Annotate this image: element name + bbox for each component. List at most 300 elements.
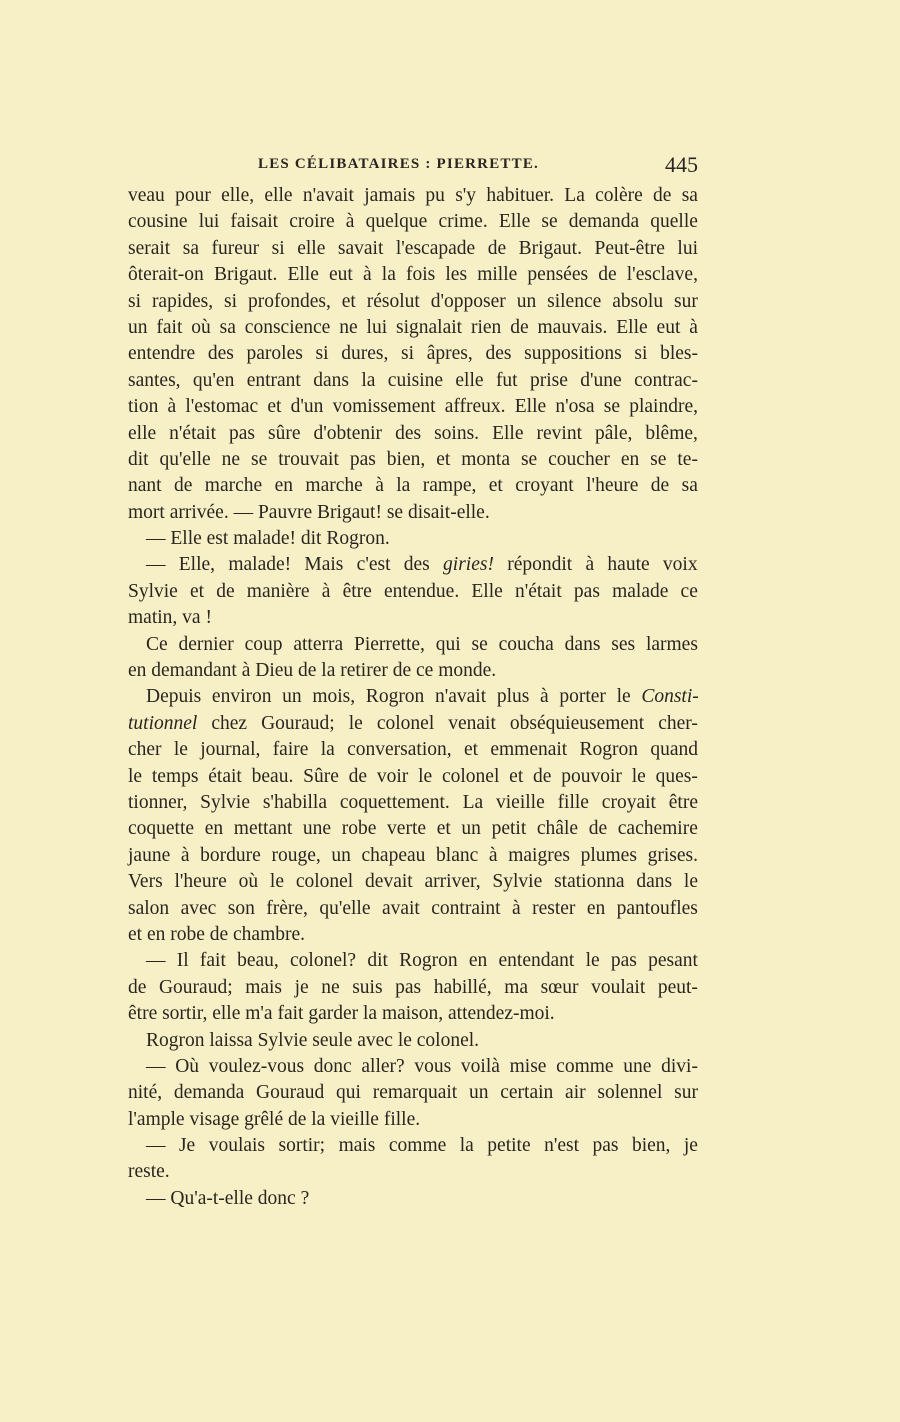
- word: mettant: [233, 818, 293, 840]
- word: vieille: [496, 791, 545, 813]
- word: si: [634, 343, 648, 365]
- word: de: [650, 475, 670, 497]
- word: qui: [435, 633, 461, 655]
- word: te-: [677, 448, 698, 470]
- italic-text: giries!: [443, 554, 494, 576]
- word: et: [509, 765, 524, 787]
- word: Elle: [498, 211, 531, 233]
- word: pas: [610, 950, 637, 972]
- word: coquettement.: [339, 791, 450, 813]
- word: la: [381, 264, 396, 286]
- word: sur: [674, 1082, 698, 1104]
- word: n'osa: [555, 396, 595, 418]
- word: dans: [636, 871, 673, 893]
- word: son: [227, 897, 255, 919]
- word: où: [238, 871, 259, 893]
- word: et: [341, 290, 356, 312]
- word: ses: [611, 633, 636, 655]
- word: signalait: [396, 316, 463, 338]
- word: entendre: [128, 343, 196, 365]
- word: nant: [128, 475, 162, 497]
- word: fait: [156, 316, 183, 338]
- word: aller?: [361, 1055, 405, 1077]
- text-line: [128, 447, 698, 473]
- word: petit: [491, 818, 527, 840]
- text-line: [128, 262, 698, 288]
- word: le: [631, 765, 646, 787]
- word: Gouraud;: [158, 976, 233, 998]
- word: je: [294, 976, 309, 998]
- word: Vers: [128, 871, 163, 893]
- paragraph: [128, 183, 698, 526]
- word: affreux.: [444, 396, 506, 418]
- paragraph: [128, 1133, 698, 1186]
- word: fureur: [211, 237, 260, 259]
- word: entendant: [498, 950, 575, 972]
- paragraph: [128, 632, 698, 685]
- word: et: [267, 396, 282, 418]
- word: vomissement: [332, 396, 436, 418]
- word: dans: [564, 633, 601, 655]
- word: de: [173, 475, 193, 497]
- word: stationna: [554, 871, 625, 893]
- word: le: [173, 739, 188, 761]
- word: malade: [612, 580, 669, 602]
- line-text: mort arrivée. — Pauvre Brigaut! se disait-elle.: [128, 501, 490, 523]
- word: rampe,: [422, 475, 477, 497]
- paragraph: [128, 1028, 698, 1054]
- text-line: [128, 605, 698, 631]
- word: de: [216, 580, 235, 602]
- word: une: [623, 1055, 652, 1077]
- word: s'y: [455, 185, 477, 206]
- word: eut: [329, 264, 353, 286]
- word: mauvais.: [537, 316, 608, 338]
- word: en: [274, 475, 293, 497]
- word: n'avait: [302, 185, 354, 206]
- paragraph: [128, 1054, 698, 1133]
- word: air: [565, 1082, 586, 1104]
- word: dernier: [178, 633, 234, 655]
- text-line: [128, 209, 698, 235]
- text-line: [128, 975, 698, 1001]
- word: veau: [128, 185, 165, 206]
- word: quelque: [365, 211, 428, 233]
- word: maigres: [508, 844, 570, 866]
- text-line: [128, 1107, 698, 1133]
- text-line: [128, 421, 698, 447]
- text-line: [128, 341, 698, 367]
- word: comme: [556, 1055, 614, 1077]
- word: sur: [674, 290, 698, 312]
- word: blême,: [645, 422, 698, 444]
- line-text: — Elle est malade! dit Rogron.: [146, 528, 390, 550]
- word: contraint: [431, 897, 501, 919]
- word: la: [320, 739, 335, 761]
- line-text: en demandant à Dieu de la retirer de ce monde.: [128, 660, 497, 682]
- word: divi-: [661, 1055, 698, 1077]
- word: de: [598, 264, 617, 286]
- word: de: [128, 976, 147, 998]
- word: ne: [321, 976, 340, 998]
- word: à: [180, 844, 190, 866]
- word: à: [488, 844, 498, 866]
- word: ne: [339, 316, 358, 338]
- word: fois: [406, 264, 436, 286]
- body-text: [128, 183, 698, 1212]
- word: Brigaut.: [518, 237, 582, 259]
- word: Sylvie: [492, 871, 543, 893]
- text-line: [128, 658, 698, 684]
- word: tionner,: [128, 791, 188, 813]
- word: rapides,: [151, 290, 214, 312]
- word: l'escapade: [395, 237, 476, 259]
- word: à: [167, 396, 177, 418]
- word: elle: [264, 185, 293, 206]
- word: faisait: [230, 211, 279, 233]
- page-header: [128, 152, 698, 180]
- word: monta: [461, 448, 510, 470]
- word: de: [348, 765, 368, 787]
- text-line: [128, 579, 698, 605]
- text-line: [128, 1159, 698, 1185]
- word: quand: [650, 739, 698, 761]
- word: d'opposer: [430, 290, 506, 312]
- word: se: [520, 448, 538, 470]
- word: frère,: [266, 897, 308, 919]
- word: de: [653, 185, 672, 206]
- word: l'estomac: [185, 396, 259, 418]
- word: était: [208, 765, 242, 787]
- word: jaune: [128, 844, 171, 866]
- word: pas: [573, 580, 600, 602]
- word: cousine: [128, 211, 188, 233]
- word: soins.: [434, 422, 480, 444]
- word: Brigaut.: [213, 264, 278, 286]
- word: manière: [246, 580, 310, 602]
- text-line: [128, 368, 698, 394]
- word: mais: [338, 1135, 376, 1157]
- word: coucha: [498, 633, 554, 655]
- word: chapeau: [361, 844, 426, 866]
- word: suis: [352, 976, 383, 998]
- word: pour: [175, 185, 211, 206]
- word: un: [461, 818, 481, 840]
- text-line: [128, 473, 698, 499]
- word: résolut: [366, 290, 420, 312]
- word: pas: [229, 422, 256, 444]
- paragraph: [128, 948, 698, 1027]
- word: la: [459, 1135, 474, 1157]
- word: la: [361, 369, 376, 391]
- word: Sylvie: [200, 791, 251, 813]
- word: fille: [557, 791, 589, 813]
- word: ne: [221, 448, 241, 470]
- word: pas: [349, 448, 376, 470]
- word: à: [375, 475, 384, 497]
- word: suppositions: [524, 343, 622, 365]
- word: peut-: [657, 976, 698, 998]
- word: solennel: [597, 1082, 663, 1104]
- word: temps: [151, 765, 199, 787]
- word: —: [146, 950, 166, 972]
- word: journal,: [200, 739, 261, 761]
- text-line: [128, 1001, 698, 1027]
- word: à: [512, 897, 521, 919]
- word: Peut-être: [594, 237, 665, 259]
- word: pu: [425, 185, 445, 206]
- word: Je: [178, 1135, 196, 1157]
- word: voilà: [460, 1055, 500, 1077]
- word: l'heure: [174, 871, 227, 893]
- word: La: [462, 791, 484, 813]
- word: sûre: [268, 422, 301, 444]
- word: jamais: [364, 185, 416, 206]
- word: à: [362, 264, 372, 286]
- word: bles-: [660, 343, 698, 365]
- word: dit: [128, 448, 149, 470]
- word: entrant: [246, 369, 301, 391]
- word: serait: [128, 237, 171, 259]
- word: en: [468, 950, 488, 972]
- word: croyant: [515, 475, 574, 497]
- text-line: [128, 632, 698, 658]
- word: de: [487, 237, 507, 259]
- text-line: [128, 394, 698, 420]
- word: beau,: [237, 950, 279, 972]
- word: si: [224, 290, 238, 312]
- italic-text: tutionnel: [128, 712, 198, 734]
- word: et: [190, 580, 205, 602]
- word: donc: [313, 1055, 352, 1077]
- word: elle,: [221, 185, 255, 206]
- italic-text: Consti-: [641, 686, 699, 708]
- line-text: chez Gouraud; le colonel venait obséquieusement cher-: [197, 712, 698, 734]
- text-line: [128, 948, 698, 974]
- word: Elle: [471, 580, 503, 602]
- word: lui: [198, 211, 220, 233]
- word: ma: [504, 976, 529, 998]
- word: qu'elle: [159, 448, 211, 470]
- word: sœur: [540, 976, 579, 998]
- word: de: [533, 765, 552, 787]
- word: marche: [305, 475, 363, 497]
- text-line: [128, 896, 698, 922]
- word: dit: [367, 950, 388, 972]
- word: revint: [536, 422, 582, 444]
- word: et: [463, 739, 479, 761]
- word: pas: [592, 1135, 619, 1157]
- word: qu'en: [192, 369, 235, 391]
- word: —: [146, 1135, 166, 1157]
- word: petite: [487, 1135, 531, 1157]
- word: un: [128, 316, 148, 338]
- word: Elle: [287, 264, 319, 286]
- word: ce: [680, 580, 698, 602]
- word: n'est: [544, 1135, 580, 1157]
- word: cachemire: [617, 818, 698, 840]
- word: et: [436, 448, 451, 470]
- text-line: [128, 790, 698, 816]
- word: voir: [376, 765, 409, 787]
- word: pensées: [527, 264, 589, 286]
- word: sa: [681, 185, 698, 206]
- word: un: [468, 1082, 489, 1104]
- word: grises.: [647, 844, 698, 866]
- word: devait: [365, 871, 413, 893]
- line-text: répondit à haute voix: [493, 554, 698, 576]
- paragraph: [128, 526, 698, 552]
- line-text: Rogron laissa Sylvie seule avec le colonel.: [146, 1029, 480, 1051]
- word: le: [128, 765, 143, 787]
- word: faire: [272, 739, 309, 761]
- word: savait: [337, 237, 384, 259]
- word: des: [395, 422, 422, 444]
- word: silence: [547, 290, 602, 312]
- line-text: l'ample visage grêlé de la vieille fille.: [128, 1108, 421, 1130]
- word: âpres,: [426, 343, 473, 365]
- text-line: [128, 1054, 698, 1080]
- word: le: [418, 765, 433, 787]
- word: sa: [182, 237, 199, 259]
- word: s'habilla: [262, 791, 328, 813]
- word: Elle: [492, 422, 524, 444]
- word: verte: [387, 818, 427, 840]
- line-text: Depuis environ un mois, Rogron n'avait plus à porter le: [146, 686, 642, 708]
- word: l'esclave,: [626, 264, 698, 286]
- word: sortir;: [278, 1135, 326, 1157]
- word: trouvait: [278, 448, 339, 470]
- line-text: — Elle, malade! Mais c'est des: [146, 554, 444, 576]
- word: un: [516, 290, 537, 312]
- word: Où: [175, 1055, 200, 1077]
- word: coquette: [128, 818, 195, 840]
- word: se: [471, 633, 488, 655]
- word: conversation,: [347, 739, 452, 761]
- word: si: [271, 237, 285, 259]
- word: demanda: [173, 1082, 245, 1104]
- word: Pierrette,: [353, 633, 425, 655]
- word: cher: [128, 739, 162, 761]
- paragraph: [128, 684, 698, 948]
- word: nité,: [128, 1082, 163, 1104]
- word: se: [541, 211, 558, 233]
- line-text: reste.: [128, 1161, 170, 1183]
- word: fait: [199, 950, 226, 972]
- word: remarquait: [372, 1082, 458, 1104]
- word: Sylvie: [128, 580, 178, 602]
- text-line: [128, 843, 698, 869]
- word: Rogron: [399, 950, 458, 972]
- line-text: et en robe de chambre.: [128, 923, 306, 945]
- word: —: [146, 1055, 166, 1077]
- word: d'une: [580, 369, 622, 391]
- word: marche: [204, 475, 263, 497]
- word: fut: [495, 369, 518, 391]
- word: beau.: [251, 765, 294, 787]
- text-line: [128, 1133, 698, 1159]
- word: la: [396, 475, 411, 497]
- word: de: [588, 818, 608, 840]
- word: vous: [414, 1055, 452, 1077]
- word: d'obtenir: [313, 422, 383, 444]
- word: qui: [336, 1082, 361, 1104]
- text-line: [128, 711, 698, 737]
- word: le: [683, 871, 698, 893]
- word: crime.: [438, 211, 488, 233]
- paragraph: [128, 552, 698, 631]
- word: châle: [536, 818, 579, 840]
- word: salon: [128, 897, 170, 919]
- word: colonel: [295, 871, 354, 893]
- word: pesant: [648, 950, 698, 972]
- word: se: [251, 448, 268, 470]
- word: en: [620, 448, 640, 470]
- word: robe: [341, 818, 377, 840]
- word: bordure: [200, 844, 261, 866]
- word: dures,: [341, 343, 389, 365]
- word: sa: [219, 316, 236, 338]
- word: certain: [500, 1082, 554, 1104]
- word: elle: [455, 369, 484, 391]
- word: des: [485, 343, 512, 365]
- word: elle: [128, 422, 157, 444]
- text-line: [128, 1080, 698, 1106]
- word: voulez-vous: [208, 1055, 305, 1077]
- word: ques-: [655, 765, 698, 787]
- text-line: [128, 315, 698, 341]
- word: elle: [297, 237, 326, 259]
- word: pâle,: [595, 422, 633, 444]
- word: mais: [245, 976, 283, 998]
- word: pouvoir: [561, 765, 622, 787]
- word: quelle: [650, 211, 698, 233]
- word: en: [204, 818, 224, 840]
- word: Elle: [616, 316, 648, 338]
- word: profondes,: [247, 290, 331, 312]
- word: habituer.: [486, 185, 555, 206]
- text-line: [128, 1028, 698, 1054]
- word: le: [269, 871, 284, 893]
- word: contrac-: [634, 369, 698, 391]
- word: larmes: [645, 633, 698, 655]
- word: emmenait: [490, 739, 568, 761]
- text-line: [128, 869, 698, 895]
- word: si: [315, 343, 329, 365]
- word: lui: [677, 237, 698, 259]
- word: blanc: [436, 844, 479, 866]
- word: à: [345, 211, 355, 233]
- word: plaindre,: [629, 396, 698, 418]
- word: rien: [470, 316, 502, 338]
- text-line: [128, 526, 698, 552]
- word: mille: [477, 264, 518, 286]
- word: pas: [395, 976, 422, 998]
- line-text: matin, va !: [128, 607, 212, 629]
- word: si: [401, 343, 415, 365]
- word: croire: [289, 211, 335, 233]
- word: bien,: [631, 1135, 671, 1157]
- word: d'un: [290, 396, 324, 418]
- word: habillé,: [433, 976, 492, 998]
- word: l'heure: [586, 475, 639, 497]
- word: conscience: [244, 316, 331, 338]
- word: avait: [381, 897, 420, 919]
- word: Gouraud: [256, 1082, 325, 1104]
- word: atterra: [293, 633, 344, 655]
- word: sa: [681, 475, 698, 497]
- text-line: [128, 183, 698, 209]
